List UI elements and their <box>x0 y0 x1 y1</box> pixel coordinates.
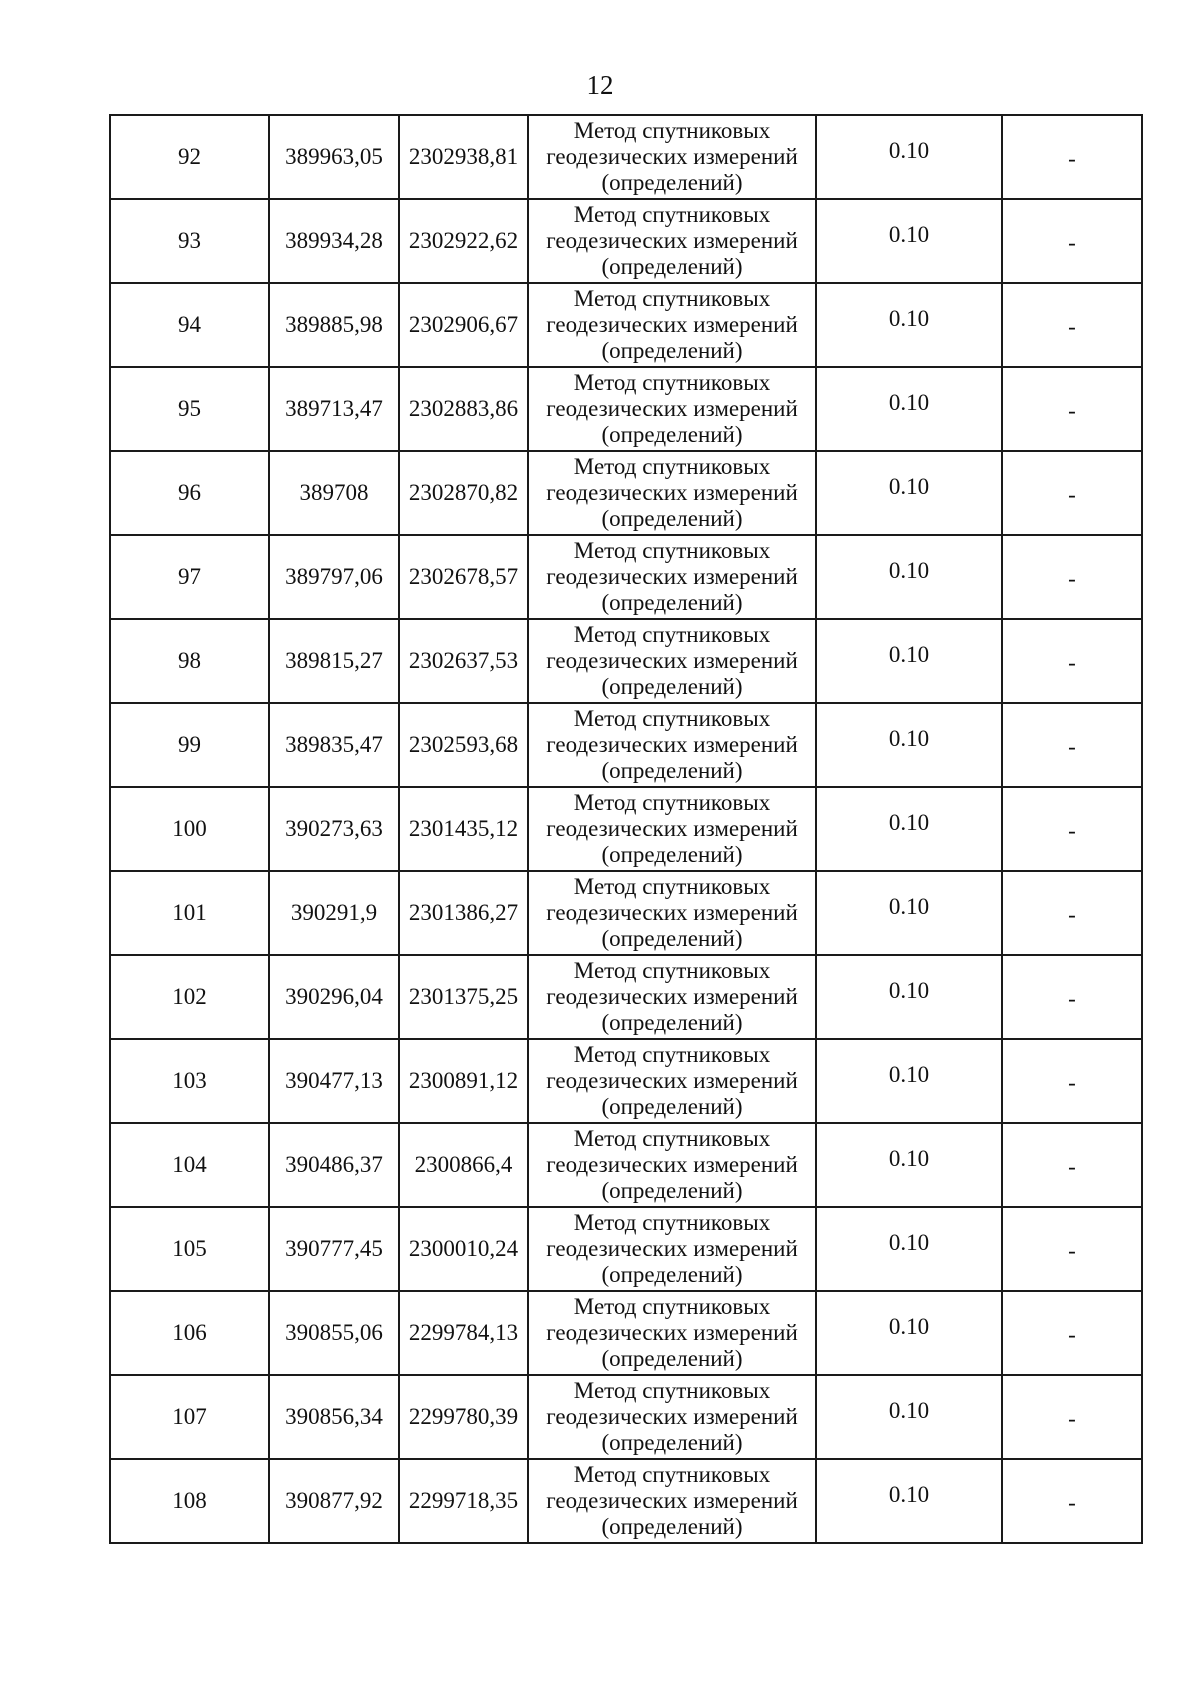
accuracy-cell <box>816 1123 1002 1207</box>
method-line: (определений) <box>601 506 743 531</box>
note-cell <box>1002 283 1142 367</box>
coordinate-y-cell <box>399 787 528 871</box>
coordinate-x-cell <box>269 703 399 787</box>
accuracy-cell-text: 0.10 <box>888 390 930 415</box>
point-number-cell <box>110 283 269 367</box>
accuracy-cell-text: 0.10 <box>888 1062 930 1087</box>
method-line: геодезических измерений <box>546 732 798 757</box>
method-cell <box>528 367 816 451</box>
accuracy-cell-text: 0.10 <box>888 138 930 163</box>
table-row <box>110 619 1142 703</box>
note-cell-text: - <box>1068 1322 1076 1347</box>
coordinates-table <box>109 114 1143 1544</box>
coordinate-x-cell <box>269 451 399 535</box>
method-line: (определений) <box>601 170 743 195</box>
point-number-cell-text: 94 <box>178 312 201 337</box>
method-line: Метод спутниковых <box>573 370 771 395</box>
method-line: геодезических измерений <box>546 228 798 253</box>
coordinate-x-cell-text: 390486,37 <box>285 1152 383 1177</box>
method-line: геодезических измерений <box>546 984 798 1009</box>
note-cell <box>1002 1039 1142 1123</box>
point-number-cell <box>110 1207 269 1291</box>
accuracy-cell <box>816 199 1002 283</box>
coordinate-x-cell-text: 390296,04 <box>285 984 383 1009</box>
method-line: (определений) <box>601 1094 743 1119</box>
coordinate-y-cell-text: 2302870,82 <box>408 480 519 505</box>
accuracy-cell <box>816 1459 1002 1543</box>
coordinate-x-cell-text: 389713,47 <box>285 396 383 421</box>
method-cell <box>528 1375 816 1459</box>
coordinate-y-cell <box>399 871 528 955</box>
method-cell <box>528 787 816 871</box>
method-line: Метод спутниковых <box>573 1126 771 1151</box>
point-number-cell <box>110 535 269 619</box>
method-line: геодезических измерений <box>546 648 798 673</box>
note-cell <box>1002 1459 1142 1543</box>
note-cell-text: - <box>1068 1238 1076 1263</box>
note-cell <box>1002 871 1142 955</box>
method-line: геодезических измерений <box>546 1152 798 1177</box>
method-line: геодезических измерений <box>546 480 798 505</box>
point-number-cell-text: 106 <box>172 1320 207 1345</box>
coordinate-x-cell-text: 390273,63 <box>285 816 383 841</box>
point-number-cell <box>110 619 269 703</box>
coordinate-x-cell <box>269 535 399 619</box>
coordinate-y-cell <box>399 199 528 283</box>
coordinate-x-cell-text: 390291,9 <box>290 900 378 925</box>
coordinate-y-cell <box>399 619 528 703</box>
method-cell <box>528 283 816 367</box>
coordinate-x-cell-text: 390855,06 <box>285 1320 383 1345</box>
coordinate-y-cell <box>399 703 528 787</box>
note-cell-text: - <box>1068 818 1076 843</box>
accuracy-cell <box>816 1039 1002 1123</box>
method-line: Метод спутниковых <box>573 538 771 563</box>
method-line: Метод спутниковых <box>573 202 771 227</box>
coordinate-x-cell-text: 390777,45 <box>285 1236 383 1261</box>
note-cell <box>1002 787 1142 871</box>
point-number-cell <box>110 199 269 283</box>
accuracy-cell <box>816 787 1002 871</box>
table-row <box>110 1459 1142 1543</box>
coordinate-y-cell <box>399 955 528 1039</box>
accuracy-cell <box>816 115 1002 199</box>
point-number-cell <box>110 1459 269 1543</box>
note-cell <box>1002 115 1142 199</box>
point-number-cell-text: 105 <box>172 1236 207 1261</box>
method-line: (определений) <box>601 842 743 867</box>
coordinate-y-cell-text: 2302883,86 <box>408 396 519 421</box>
table-row <box>110 367 1142 451</box>
table-row <box>110 283 1142 367</box>
note-cell-text: - <box>1068 566 1076 591</box>
coordinate-y-cell-text: 2301386,27 <box>408 900 519 925</box>
point-number-cell <box>110 1375 269 1459</box>
method-line: (определений) <box>601 1178 743 1203</box>
table-row <box>110 1123 1142 1207</box>
method-line: Метод спутниковых <box>573 1294 771 1319</box>
method-cell <box>528 703 816 787</box>
method-cell <box>528 1039 816 1123</box>
coordinate-x-cell <box>269 1207 399 1291</box>
accuracy-cell <box>816 451 1002 535</box>
note-cell <box>1002 619 1142 703</box>
point-number-cell-text: 96 <box>178 480 201 505</box>
method-line: геодезических измерений <box>546 396 798 421</box>
note-cell-text: - <box>1068 314 1076 339</box>
coordinate-x-cell <box>269 1375 399 1459</box>
method-cell <box>528 199 816 283</box>
method-line: геодезических измерений <box>546 1236 798 1261</box>
point-number-cell <box>110 1039 269 1123</box>
method-line: Метод спутниковых <box>573 706 771 731</box>
method-cell <box>528 535 816 619</box>
point-number-cell <box>110 703 269 787</box>
note-cell-text: - <box>1068 1070 1076 1095</box>
method-line: (определений) <box>601 1010 743 1035</box>
coordinate-x-cell <box>269 955 399 1039</box>
table-row <box>110 199 1142 283</box>
coordinate-y-cell <box>399 367 528 451</box>
coordinate-x-cell-text: 389963,05 <box>285 144 383 169</box>
coordinate-y-cell <box>399 115 528 199</box>
method-line: (определений) <box>601 338 743 363</box>
point-number-cell-text: 104 <box>172 1152 207 1177</box>
coordinate-x-cell-text: 389815,27 <box>285 648 383 673</box>
coordinates-table-body <box>110 115 1142 1543</box>
method-line: Метод спутниковых <box>573 1378 771 1403</box>
table-row <box>110 535 1142 619</box>
coordinate-y-cell-text: 2302938,81 <box>408 144 519 169</box>
note-cell-text: - <box>1068 398 1076 423</box>
method-cell <box>528 871 816 955</box>
method-cell <box>528 1123 816 1207</box>
point-number-cell-text: 100 <box>172 816 207 841</box>
accuracy-cell <box>816 871 1002 955</box>
accuracy-cell <box>816 283 1002 367</box>
accuracy-cell-text: 0.10 <box>888 642 930 667</box>
coordinate-y-cell-text: 2300010,24 <box>408 1236 519 1261</box>
accuracy-cell-text: 0.10 <box>888 726 930 751</box>
coordinate-y-cell <box>399 1207 528 1291</box>
method-cell <box>528 955 816 1039</box>
coordinate-y-cell <box>399 283 528 367</box>
method-cell <box>528 1459 816 1543</box>
method-line: геодезических измерений <box>546 1320 798 1345</box>
accuracy-cell-text: 0.10 <box>888 222 930 247</box>
method-line: (определений) <box>601 1346 743 1371</box>
note-cell-text: - <box>1068 734 1076 759</box>
accuracy-cell-text: 0.10 <box>888 558 930 583</box>
note-cell-text: - <box>1068 1490 1076 1515</box>
coordinate-y-cell-text: 2301375,25 <box>408 984 519 1009</box>
method-line: (определений) <box>601 422 743 447</box>
method-line: (определений) <box>601 758 743 783</box>
coordinate-x-cell <box>269 367 399 451</box>
method-line: (определений) <box>601 1430 743 1455</box>
method-line: Метод спутниковых <box>573 1042 771 1067</box>
note-cell-text: - <box>1068 1154 1076 1179</box>
coordinate-y-cell-text: 2301435,12 <box>408 816 519 841</box>
point-number-cell-text: 103 <box>172 1068 207 1093</box>
method-line: (определений) <box>601 1514 743 1539</box>
note-cell <box>1002 1207 1142 1291</box>
coordinate-y-cell-text: 2300866,4 <box>414 1152 513 1177</box>
accuracy-cell-text: 0.10 <box>888 1482 930 1507</box>
coordinate-x-cell <box>269 1123 399 1207</box>
coordinate-y-cell <box>399 1123 528 1207</box>
method-line: Метод спутниковых <box>573 622 771 647</box>
method-line: геодезических измерений <box>546 816 798 841</box>
coordinate-x-cell-text: 390477,13 <box>285 1068 383 1093</box>
method-line: (определений) <box>601 926 743 951</box>
coordinate-x-cell-text: 389835,47 <box>285 732 383 757</box>
accuracy-cell <box>816 619 1002 703</box>
coordinate-x-cell-text: 389797,06 <box>285 564 383 589</box>
point-number-cell <box>110 1291 269 1375</box>
method-cell <box>528 1291 816 1375</box>
accuracy-cell-text: 0.10 <box>888 1230 930 1255</box>
coordinate-y-cell <box>399 1039 528 1123</box>
point-number-cell-text: 101 <box>172 900 207 925</box>
coordinate-y-cell-text: 2299784,13 <box>408 1320 519 1345</box>
point-number-cell <box>110 367 269 451</box>
note-cell <box>1002 451 1142 535</box>
method-cell <box>528 451 816 535</box>
method-line: (определений) <box>601 254 743 279</box>
coordinate-x-cell <box>269 787 399 871</box>
point-number-cell-text: 102 <box>172 984 207 1009</box>
point-number-cell-text: 108 <box>172 1488 207 1513</box>
point-number-cell <box>110 787 269 871</box>
coordinate-y-cell <box>399 535 528 619</box>
coordinate-y-cell <box>399 1459 528 1543</box>
method-line: геодезических измерений <box>546 1488 798 1513</box>
point-number-cell <box>110 451 269 535</box>
method-line: Метод спутниковых <box>573 454 771 479</box>
point-number-cell-text: 107 <box>172 1404 207 1429</box>
accuracy-cell-text: 0.10 <box>888 474 930 499</box>
table-row <box>110 787 1142 871</box>
table-row <box>110 1039 1142 1123</box>
coordinate-y-cell-text: 2300891,12 <box>408 1068 519 1093</box>
method-line: Метод спутниковых <box>573 286 771 311</box>
accuracy-cell-text: 0.10 <box>888 894 930 919</box>
accuracy-cell-text: 0.10 <box>888 1146 930 1171</box>
accuracy-cell-text: 0.10 <box>888 306 930 331</box>
coordinate-x-cell-text: 390877,92 <box>285 1488 383 1513</box>
note-cell <box>1002 367 1142 451</box>
coordinate-x-cell <box>269 1039 399 1123</box>
coordinate-y-cell <box>399 451 528 535</box>
note-cell <box>1002 1375 1142 1459</box>
point-number-cell-text: 92 <box>178 144 201 169</box>
method-line: геодезических измерений <box>546 1068 798 1093</box>
method-line: (определений) <box>601 590 743 615</box>
accuracy-cell <box>816 1291 1002 1375</box>
point-number-cell <box>110 955 269 1039</box>
point-number-cell <box>110 115 269 199</box>
table-row <box>110 955 1142 1039</box>
note-cell <box>1002 1123 1142 1207</box>
page-number: 12 <box>586 70 614 100</box>
method-line: геодезических измерений <box>546 564 798 589</box>
point-number-cell-text: 95 <box>178 396 201 421</box>
coordinate-x-cell-text: 389708 <box>299 480 369 505</box>
method-line: геодезических измерений <box>546 144 798 169</box>
method-cell <box>528 619 816 703</box>
coordinate-x-cell-text: 390856,34 <box>285 1404 383 1429</box>
method-line: Метод спутниковых <box>573 874 771 899</box>
table-row <box>110 115 1142 199</box>
coordinate-x-cell-text: 389885,98 <box>285 312 383 337</box>
coordinate-y-cell-text: 2302922,62 <box>408 228 519 253</box>
coordinate-x-cell <box>269 1459 399 1543</box>
accuracy-cell <box>816 1375 1002 1459</box>
coordinate-x-cell <box>269 115 399 199</box>
note-cell-text: - <box>1068 482 1076 507</box>
method-line: (определений) <box>601 674 743 699</box>
accuracy-cell-text: 0.10 <box>888 1398 930 1423</box>
accuracy-cell-text: 0.10 <box>888 978 930 1003</box>
coordinate-y-cell <box>399 1375 528 1459</box>
method-line: Метод спутниковых <box>573 118 771 143</box>
coordinate-y-cell-text: 2302637,53 <box>408 648 519 673</box>
coordinate-x-cell <box>269 871 399 955</box>
table-row <box>110 1291 1142 1375</box>
method-cell <box>528 1207 816 1291</box>
accuracy-cell-text: 0.10 <box>888 1314 930 1339</box>
method-line: геодезических измерений <box>546 312 798 337</box>
note-cell <box>1002 1291 1142 1375</box>
coordinate-y-cell-text: 2302906,67 <box>408 312 519 337</box>
coordinate-y-cell-text: 2299718,35 <box>408 1488 519 1513</box>
coordinate-x-cell <box>269 619 399 703</box>
method-line: Метод спутниковых <box>573 1462 771 1487</box>
point-number-cell-text: 97 <box>178 564 201 589</box>
method-line: Метод спутниковых <box>573 1210 771 1235</box>
note-cell-text: - <box>1068 1406 1076 1431</box>
coordinate-x-cell <box>269 199 399 283</box>
note-cell <box>1002 199 1142 283</box>
coordinate-x-cell-text: 389934,28 <box>285 228 383 253</box>
coordinate-y-cell <box>399 1291 528 1375</box>
accuracy-cell <box>816 535 1002 619</box>
method-cell <box>528 115 816 199</box>
table-row <box>110 1207 1142 1291</box>
method-line: (определений) <box>601 1262 743 1287</box>
coordinate-x-cell <box>269 283 399 367</box>
point-number-cell-text: 98 <box>178 648 201 673</box>
note-cell <box>1002 535 1142 619</box>
table-row <box>110 1375 1142 1459</box>
method-line: геодезических измерений <box>546 1404 798 1429</box>
coordinate-y-cell-text: 2299780,39 <box>408 1404 519 1429</box>
coordinate-y-cell-text: 2302678,57 <box>408 564 519 589</box>
table-row <box>110 703 1142 787</box>
accuracy-cell-text: 0.10 <box>888 810 930 835</box>
method-line: геодезических измерений <box>546 900 798 925</box>
point-number-cell-text: 99 <box>178 732 201 757</box>
note-cell-text: - <box>1068 650 1076 675</box>
note-cell-text: - <box>1068 230 1076 255</box>
note-cell <box>1002 955 1142 1039</box>
note-cell-text: - <box>1068 986 1076 1011</box>
accuracy-cell <box>816 367 1002 451</box>
note-cell <box>1002 703 1142 787</box>
method-line: Метод спутниковых <box>573 958 771 983</box>
method-line: Метод спутниковых <box>573 790 771 815</box>
point-number-cell <box>110 1123 269 1207</box>
table-row <box>110 871 1142 955</box>
point-number-cell-text: 93 <box>178 228 201 253</box>
point-number-cell <box>110 871 269 955</box>
coordinate-y-cell-text: 2302593,68 <box>408 732 519 757</box>
note-cell-text: - <box>1068 902 1076 927</box>
accuracy-cell <box>816 703 1002 787</box>
note-cell-text: - <box>1068 146 1076 171</box>
coordinate-x-cell <box>269 1291 399 1375</box>
accuracy-cell <box>816 1207 1002 1291</box>
accuracy-cell <box>816 955 1002 1039</box>
table-row <box>110 451 1142 535</box>
